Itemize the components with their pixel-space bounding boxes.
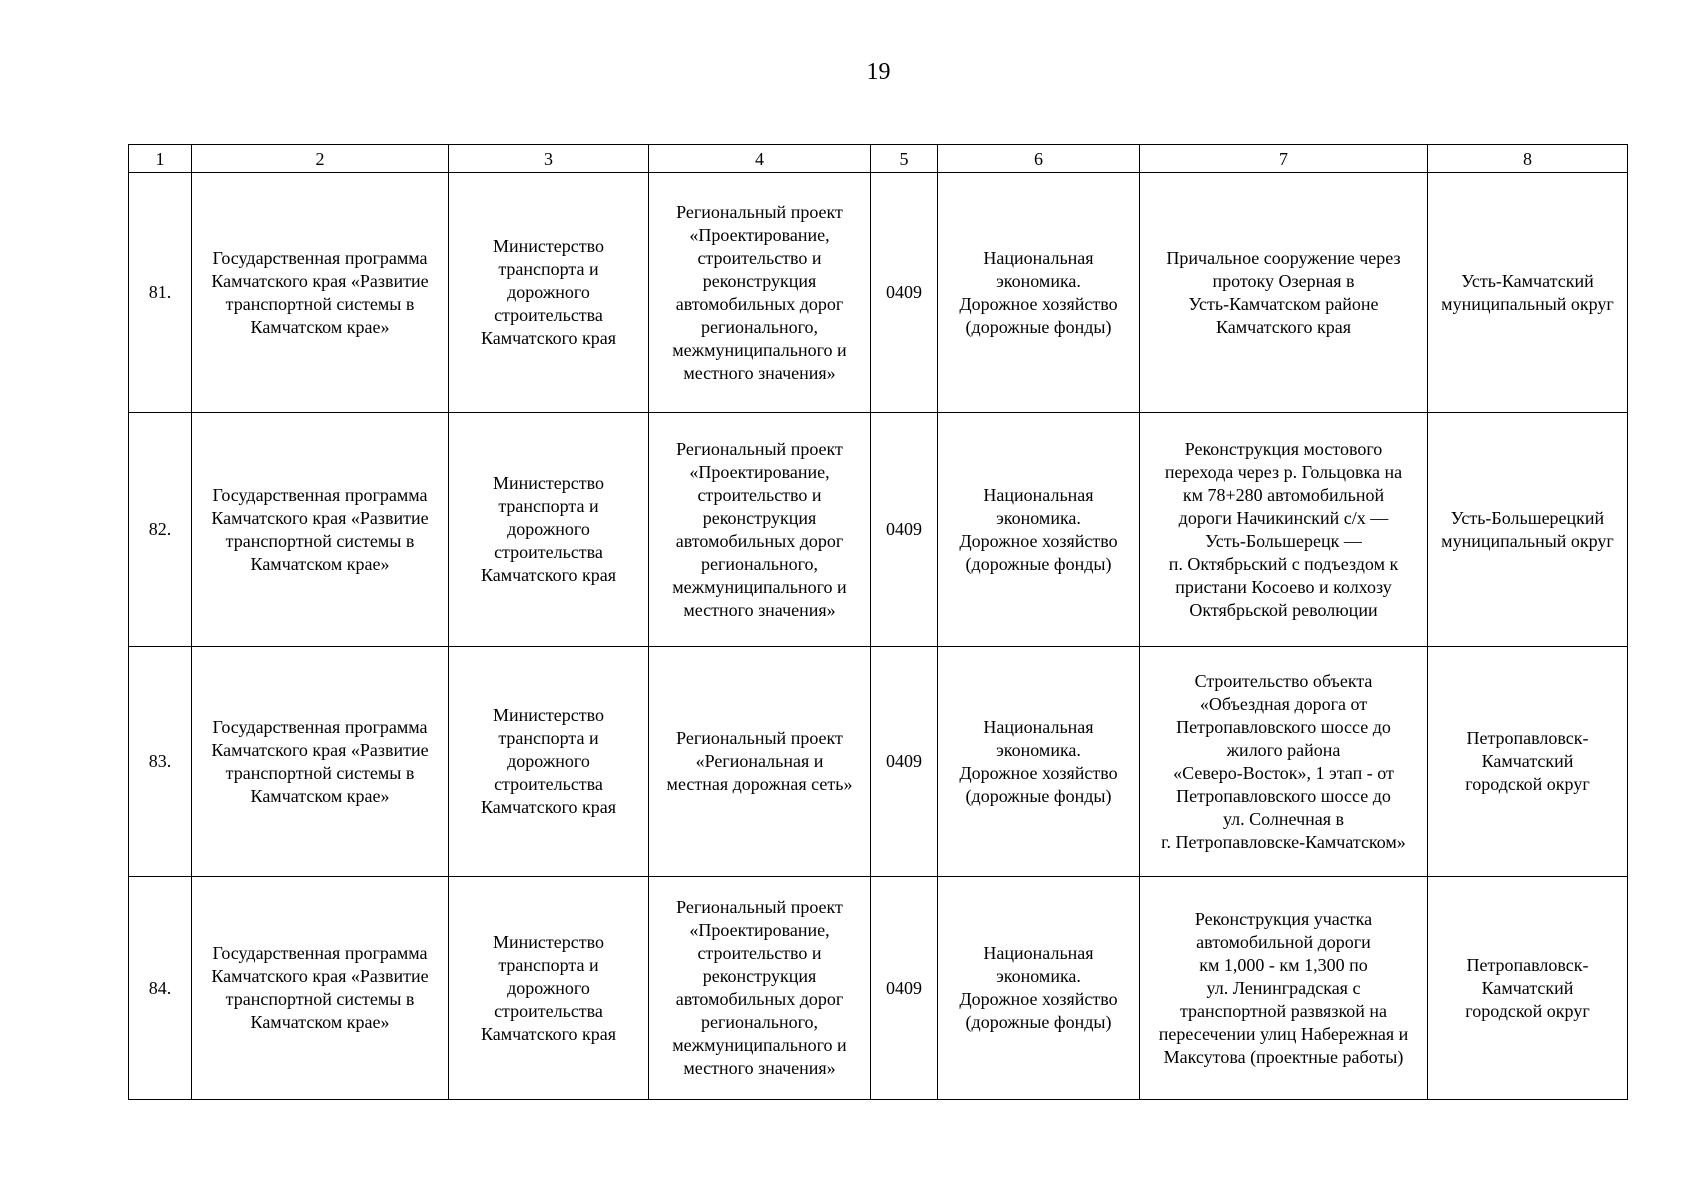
table-row [129, 173, 1628, 413]
page-number: 19 [866, 59, 891, 85]
row-number: 84. [129, 877, 192, 1100]
program-cell: Государственная программа Камчатского края «Развитие транспортной системы в Камчатском крае» [192, 877, 449, 1100]
registry-table [128, 144, 1628, 1100]
object-cell: Реконструкция мостового перехода через р. Гольцовка на км 78+280 автомобильной дороги Начикинский с/х — Усть-Большерецк — п. Октябрьский с подъездом к пристани Косоево и колхозу Октябрьской революции [1140, 413, 1428, 647]
section-cell: Национальная экономика. Дорожное хозяйство (дорожные фонды) [938, 413, 1140, 647]
ministry-cell: Министерство транспорта и дорожного строительства Камчатского края [449, 877, 649, 1100]
code-cell: 0409 [871, 877, 938, 1100]
object-cell: Реконструкция участка автомобильной дороги км 1,000 - км 1,300 по ул. Ленинградская с транспортной развязкой на пересечении улиц Набережная и Максутова (проектные работы) [1140, 877, 1428, 1100]
code-cell: 0409 [871, 413, 938, 647]
ministry-cell: Министерство транспорта и дорожного строительства Камчатского края [449, 413, 649, 647]
project-cell: Региональный проект «Проектирование, строительство и реконструкция автомобильных дорог регионального, межмуниципального и местного значения» [649, 413, 871, 647]
row-number: 83. [129, 647, 192, 877]
row-number: 82. [129, 413, 192, 647]
header-col-1: 1 [129, 145, 192, 173]
header-row [129, 145, 1628, 173]
project-cell: Региональный проект «Проектирование, строительство и реконструкция автомобильных дорог регионального, межмуниципального и местного значения» [649, 173, 871, 413]
municipality-cell: Петропавловск- Камчатский городской округ [1428, 877, 1628, 1100]
program-cell: Государственная программа Камчатского края «Развитие транспортной системы в Камчатском крае» [192, 647, 449, 877]
row-number: 81. [129, 173, 192, 413]
municipality-cell: Усть-Камчатский муниципальный округ [1428, 173, 1628, 413]
project-cell: Региональный проект «Региональная и местная дорожная сеть» [649, 647, 871, 877]
header-col-4: 4 [649, 145, 871, 173]
code-cell: 0409 [871, 173, 938, 413]
header-col-3: 3 [449, 145, 649, 173]
section-cell: Национальная экономика. Дорожное хозяйство (дорожные фонды) [938, 173, 1140, 413]
ministry-cell: Министерство транспорта и дорожного строительства Камчатского края [449, 173, 649, 413]
municipality-cell: Усть-Большерецкий муниципальный округ [1428, 413, 1628, 647]
section-cell: Национальная экономика. Дорожное хозяйство (дорожные фонды) [938, 647, 1140, 877]
header-col-6: 6 [938, 145, 1140, 173]
code-cell: 0409 [871, 647, 938, 877]
table-row [129, 413, 1628, 647]
program-cell: Государственная программа Камчатского края «Развитие транспортной системы в Камчатском крае» [192, 413, 449, 647]
object-cell: Причальное сооружение через протоку Озерная в Усть-Камчатском районе Камчатского края [1140, 173, 1428, 413]
municipality-cell: Петропавловск- Камчатский городской округ [1428, 647, 1628, 877]
header-col-7: 7 [1140, 145, 1428, 173]
header-col-2: 2 [192, 145, 449, 173]
ministry-cell: Министерство транспорта и дорожного строительства Камчатского края [449, 647, 649, 877]
table-row [129, 647, 1628, 877]
header-col-5: 5 [871, 145, 938, 173]
header-col-8: 8 [1428, 145, 1628, 173]
program-cell: Государственная программа Камчатского края «Развитие транспортной системы в Камчатском крае» [192, 173, 449, 413]
object-cell: Строительство объекта «Объездная дорога от Петропавловского шоссе до жилого района «Северо-Восток», 1 этап - от Петропавловского шоссе до ул. Солнечная в г. Петропавловске-Камчатском» [1140, 647, 1428, 877]
section-cell: Национальная экономика. Дорожное хозяйство (дорожные фонды) [938, 877, 1140, 1100]
project-cell: Региональный проект «Проектирование, строительство и реконструкция автомобильных дорог регионального, межмуниципального и местного значения» [649, 877, 871, 1100]
table-row [129, 877, 1628, 1100]
